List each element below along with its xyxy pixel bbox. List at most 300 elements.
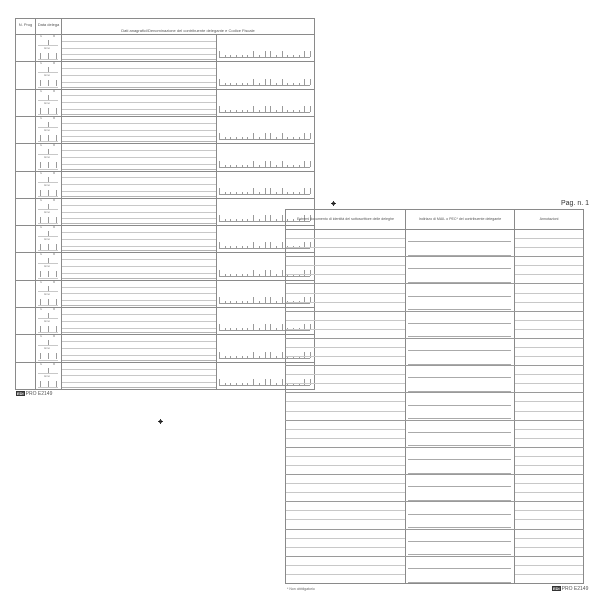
fiscal-code-tick [299, 192, 300, 194]
right-footer [552, 586, 588, 592]
row-divider [15, 307, 315, 308]
fiscal-code-tick [236, 137, 237, 139]
fiscal-code-tick [236, 110, 237, 112]
entry-line [62, 68, 216, 69]
document-line [286, 483, 405, 484]
fiscal-code-tick [259, 110, 260, 112]
date-tick [40, 353, 41, 359]
fiscal-code-tick [265, 352, 266, 358]
fiscal-code-tick [236, 219, 237, 221]
fiscal-code-tick [270, 161, 271, 167]
fiscal-code-tick [276, 137, 277, 139]
entry-line [62, 218, 216, 219]
row-divider [285, 365, 584, 366]
document-line [286, 347, 405, 348]
column-divider [405, 209, 406, 583]
fiscal-code-tick [282, 270, 283, 276]
document-line [286, 356, 405, 357]
row-divider [285, 529, 584, 530]
fiscal-code-tick [253, 352, 254, 358]
year-label: Anno [44, 102, 50, 105]
document-line [286, 492, 405, 493]
fiscal-code-tick [253, 379, 254, 385]
day-label: G [40, 90, 42, 93]
entry-line [62, 239, 216, 240]
entry-line [62, 184, 216, 185]
fiscal-code-tick [253, 79, 254, 85]
fiscal-code-tick [230, 328, 231, 330]
fiscal-code-tick [282, 133, 283, 139]
date-tick [56, 80, 57, 86]
document-line [286, 320, 405, 321]
fiscal-code-tick [253, 270, 254, 276]
fiscal-code-tick [253, 324, 254, 330]
fiscal-code-tick [230, 110, 231, 112]
fiscal-code-tick [293, 55, 294, 57]
notes-line [515, 456, 583, 457]
entry-line [62, 305, 216, 306]
row-divider [15, 143, 315, 144]
document-line [286, 438, 405, 439]
fiscal-code-tick [282, 352, 283, 358]
fiscal-code-tick [253, 51, 254, 57]
fiscal-code-tick [265, 324, 266, 330]
email-line [408, 350, 511, 351]
fiscal-code-tick [276, 83, 277, 85]
email-line [408, 377, 511, 378]
row-divider [285, 311, 584, 312]
page-number: Pag. n. 1 [561, 200, 590, 207]
fiscal-code-tick [282, 51, 283, 57]
email-line [408, 445, 511, 446]
year-label: Anno [44, 347, 50, 350]
fiscal-code-tick [276, 246, 277, 248]
fiscal-code-tick [242, 165, 243, 167]
fiscal-code-tick [230, 219, 231, 221]
year-label: Anno [44, 320, 50, 323]
fiscal-code-tick [225, 192, 226, 194]
year-label: Anno [44, 211, 50, 214]
month-label: M [53, 253, 56, 256]
date-line [38, 236, 58, 237]
email-line [408, 554, 511, 555]
fiscal-code-tick [219, 79, 220, 85]
entry-line [62, 41, 216, 42]
fiscal-code-tick [276, 192, 277, 194]
document-line [286, 465, 405, 466]
email-line [408, 418, 511, 419]
fiscal-code-tick [276, 328, 277, 330]
fiscal-code-tick [236, 192, 237, 194]
entry-line [62, 157, 216, 158]
brand-logo: EDI [553, 586, 560, 591]
month-label: M [53, 62, 56, 65]
fiscal-code-tick [259, 383, 260, 385]
fiscal-code-tick [282, 379, 283, 385]
date-tick [48, 271, 49, 277]
fiscal-code-baseline [219, 57, 310, 58]
row-divider [15, 116, 315, 117]
fiscal-code-tick [247, 246, 248, 248]
date-tick [48, 162, 49, 168]
fiscal-code-tick [293, 192, 294, 194]
document-line [286, 374, 405, 375]
entry-line [62, 332, 216, 333]
fiscal-code-tick [270, 352, 271, 358]
fiscal-code-tick [225, 165, 226, 167]
entry-line [62, 369, 216, 370]
entry-line [62, 48, 216, 49]
fiscal-code-tick [230, 137, 231, 139]
header-details: Dati anagrafici/Denominazione del contribuente delegante e Codice Fiscale [121, 28, 255, 33]
fiscal-code-tick [242, 55, 243, 57]
fiscal-code-tick [304, 188, 305, 194]
date-line [38, 45, 58, 46]
fiscal-code-tick [265, 51, 266, 57]
entry-line [62, 232, 216, 233]
fiscal-code-tick [242, 219, 243, 221]
date-line [38, 127, 58, 128]
fiscal-code-baseline [219, 194, 310, 195]
fiscal-code-tick [219, 379, 220, 385]
entry-line [62, 341, 216, 342]
row-divider [15, 171, 315, 172]
month-label: M [53, 117, 56, 120]
fiscal-code-tick [259, 165, 260, 167]
fiscal-code-tick [242, 110, 243, 112]
fiscal-code-tick [225, 219, 226, 221]
fiscal-code-tick [276, 383, 277, 385]
fiscal-code-tick [282, 188, 283, 194]
email-line [408, 527, 511, 528]
crosshair-icon [331, 201, 336, 206]
date-line [38, 114, 58, 115]
month-label: M [53, 226, 56, 229]
entry-line [62, 273, 216, 274]
fiscal-code-tick [265, 215, 266, 221]
fiscal-code-tick [236, 356, 237, 358]
notes-line [515, 547, 583, 548]
year-label: Anno [44, 238, 50, 241]
fiscal-code-tick [242, 301, 243, 303]
fiscal-code-tick [230, 274, 231, 276]
fiscal-code-tick [242, 274, 243, 276]
fiscal-code-tick [259, 55, 260, 57]
fiscal-code-tick [304, 51, 305, 57]
date-tick [48, 353, 49, 359]
fiscal-code-tick [236, 246, 237, 248]
fiscal-code-tick [270, 133, 271, 139]
document-line [286, 293, 405, 294]
fiscal-code-tick [236, 83, 237, 85]
notes-line [515, 519, 583, 520]
document-line [286, 519, 405, 520]
fiscal-code-tick [293, 137, 294, 139]
row-divider [15, 362, 315, 363]
fiscal-code-tick [253, 188, 254, 194]
year-label: Anno [44, 129, 50, 132]
fiscal-code-tick [265, 270, 266, 276]
fiscal-code-tick [242, 383, 243, 385]
fiscal-code-tick [276, 55, 277, 57]
date-line [38, 318, 58, 319]
year-label: Anno [44, 74, 50, 77]
date-tick [56, 271, 57, 277]
date-line [38, 87, 58, 88]
fiscal-code-tick [304, 133, 305, 139]
fiscal-code-tick [282, 242, 283, 248]
fiscal-code-tick [253, 242, 254, 248]
day-label: G [40, 199, 42, 202]
fiscal-code-tick [265, 297, 266, 303]
document-line [286, 274, 405, 275]
fiscal-code-tick [310, 51, 311, 57]
notes-line [515, 329, 583, 330]
year-label: Anno [44, 184, 50, 187]
fiscal-code-tick [265, 79, 266, 85]
fiscal-code-tick [276, 356, 277, 358]
entry-line [62, 95, 216, 96]
entry-line [62, 328, 216, 329]
fiscal-code-tick [230, 301, 231, 303]
fiscal-code-tick [242, 83, 243, 85]
fiscal-code-tick [259, 328, 260, 330]
fiscal-code-tick [219, 106, 220, 112]
entry-line [62, 223, 216, 224]
fiscal-code-tick [242, 137, 243, 139]
email-line [408, 541, 511, 542]
document-line [286, 383, 405, 384]
day-label: G [40, 363, 42, 366]
date-line [38, 387, 58, 388]
fiscal-code-tick [270, 270, 271, 276]
footnote: * Non obbligatorio [287, 587, 315, 591]
fiscal-code-tick [247, 328, 248, 330]
email-line [408, 568, 511, 569]
fiscal-code-tick [230, 83, 231, 85]
day-label: G [40, 281, 42, 284]
fiscal-code-tick [259, 137, 260, 139]
notes-line [515, 510, 583, 511]
entry-line [62, 141, 216, 142]
entry-line [62, 82, 216, 83]
month-label: M [53, 363, 56, 366]
year-label: Anno [44, 375, 50, 378]
header-divider [15, 34, 315, 35]
entry-line [62, 130, 216, 131]
fiscal-code-tick [299, 137, 300, 139]
email-line [408, 405, 511, 406]
fiscal-code-tick [219, 324, 220, 330]
year-label: Anno [44, 293, 50, 296]
entry-line [62, 314, 216, 315]
month-label: M [53, 172, 56, 175]
date-line [38, 100, 58, 101]
fiscal-code-tick [242, 246, 243, 248]
notes-line [515, 438, 583, 439]
fiscal-code-baseline [219, 112, 310, 113]
document-line [286, 574, 405, 575]
fiscal-code-tick [282, 324, 283, 330]
fiscal-code-tick [287, 137, 288, 139]
entry-line [62, 266, 216, 267]
document-line [286, 265, 405, 266]
brand-logo: EDI [17, 391, 24, 396]
fiscal-code-tick [282, 161, 283, 167]
date-line [38, 345, 58, 346]
fiscal-code-tick [225, 246, 226, 248]
row-divider [15, 334, 315, 335]
fiscal-code-tick [219, 352, 220, 358]
fiscal-code-tick [282, 297, 283, 303]
notes-line [515, 429, 583, 430]
notes-line [515, 320, 583, 321]
fiscal-code-tick [230, 383, 231, 385]
notes-line [515, 247, 583, 248]
document-line [286, 429, 405, 430]
fiscal-code-tick [219, 188, 220, 194]
fiscal-code-tick [247, 83, 248, 85]
fiscal-code-tick [270, 188, 271, 194]
row-divider [15, 198, 315, 199]
notes-line [515, 565, 583, 566]
notes-line [515, 356, 583, 357]
month-label: M [53, 335, 56, 338]
fiscal-code-tick [247, 301, 248, 303]
entry-line [62, 191, 216, 192]
fiscal-code-tick [253, 297, 254, 303]
fiscal-code-tick [230, 356, 231, 358]
row-divider [15, 252, 315, 253]
fiscal-code-tick [247, 165, 248, 167]
fiscal-code-tick [259, 301, 260, 303]
day-label: G [40, 172, 42, 175]
fiscal-code-tick [236, 165, 237, 167]
fiscal-code-tick [225, 110, 226, 112]
row-divider [15, 280, 315, 281]
fiscal-code-tick [219, 51, 220, 57]
fiscal-code-tick [259, 274, 260, 276]
notes-line [515, 401, 583, 402]
fiscal-code-tick [276, 301, 277, 303]
entry-line [62, 348, 216, 349]
fiscal-code-tick [230, 55, 231, 57]
notes-line [515, 347, 583, 348]
fiscal-code-tick [225, 383, 226, 385]
fiscal-code-tick [270, 242, 271, 248]
date-tick [40, 80, 41, 86]
fiscal-code-tick [299, 165, 300, 167]
form-code: PRO E2149 [25, 391, 53, 397]
header-prog: N. Prog [18, 22, 33, 27]
fiscal-code-tick [304, 161, 305, 167]
fiscal-code-tick [304, 79, 305, 85]
fiscal-code-tick [304, 106, 305, 112]
fiscal-code-tick [259, 192, 260, 194]
date-tick [56, 162, 57, 168]
header-date: Data delega [37, 22, 60, 27]
date-tick [40, 271, 41, 277]
fiscal-code-tick [310, 106, 311, 112]
entry-line [62, 109, 216, 110]
notes-line [515, 374, 583, 375]
entry-line [62, 321, 216, 322]
entry-line [62, 87, 216, 88]
month-label: M [53, 35, 56, 38]
fiscal-code-tick [225, 301, 226, 303]
fiscal-code-tick [265, 161, 266, 167]
fiscal-code-tick [299, 83, 300, 85]
fiscal-code-tick [265, 188, 266, 194]
entry-line [62, 150, 216, 151]
fiscal-code-tick [299, 110, 300, 112]
email-line [408, 432, 511, 433]
header-divider [285, 229, 584, 230]
fiscal-code-tick [219, 242, 220, 248]
entry-line [62, 246, 216, 247]
fiscal-code-tick [219, 270, 220, 276]
date-line [38, 360, 58, 361]
row-divider [285, 420, 584, 421]
date-line [38, 305, 58, 306]
fiscal-code-tick [259, 219, 260, 221]
fiscal-code-tick [225, 356, 226, 358]
left-footer [16, 391, 52, 397]
fiscal-code-tick [219, 297, 220, 303]
entry-line [62, 278, 216, 279]
entry-line [62, 360, 216, 361]
fiscal-code-tick [310, 79, 311, 85]
fiscal-code-tick [230, 246, 231, 248]
date-line [38, 263, 58, 264]
fiscal-code-tick [270, 215, 271, 221]
entry-line [62, 75, 216, 76]
notes-line [515, 302, 583, 303]
row-divider [15, 61, 315, 62]
entry-line [62, 169, 216, 170]
fiscal-code-tick [270, 324, 271, 330]
row-divider [285, 283, 584, 284]
email-line [408, 514, 511, 515]
fiscal-code-tick [225, 137, 226, 139]
fiscal-code-tick [253, 133, 254, 139]
document-line [286, 510, 405, 511]
fiscal-code-tick [236, 328, 237, 330]
row-divider [285, 392, 584, 393]
date-line [38, 223, 58, 224]
document-line [286, 565, 405, 566]
entry-line [62, 293, 216, 294]
row-divider [285, 338, 584, 339]
email-line [408, 309, 511, 310]
fiscal-code-tick [270, 51, 271, 57]
row-divider [285, 474, 584, 475]
month-label: M [53, 281, 56, 284]
header-email: Indirizzo di MAIL o PEC* del contribuente delegante [418, 217, 502, 221]
fiscal-code-tick [270, 79, 271, 85]
fiscal-code-tick [247, 192, 248, 194]
notes-line [515, 465, 583, 466]
notes-line [515, 538, 583, 539]
document-line [286, 456, 405, 457]
fiscal-code-tick [247, 356, 248, 358]
fiscal-code-tick [259, 246, 260, 248]
header-notes: Annotazioni [539, 217, 559, 221]
header-document: Estremi documento di identità del sottoscrittore delle deleghe [296, 217, 395, 221]
month-label: M [53, 199, 56, 202]
fiscal-code-tick [265, 242, 266, 248]
fiscal-code-tick [293, 110, 294, 112]
